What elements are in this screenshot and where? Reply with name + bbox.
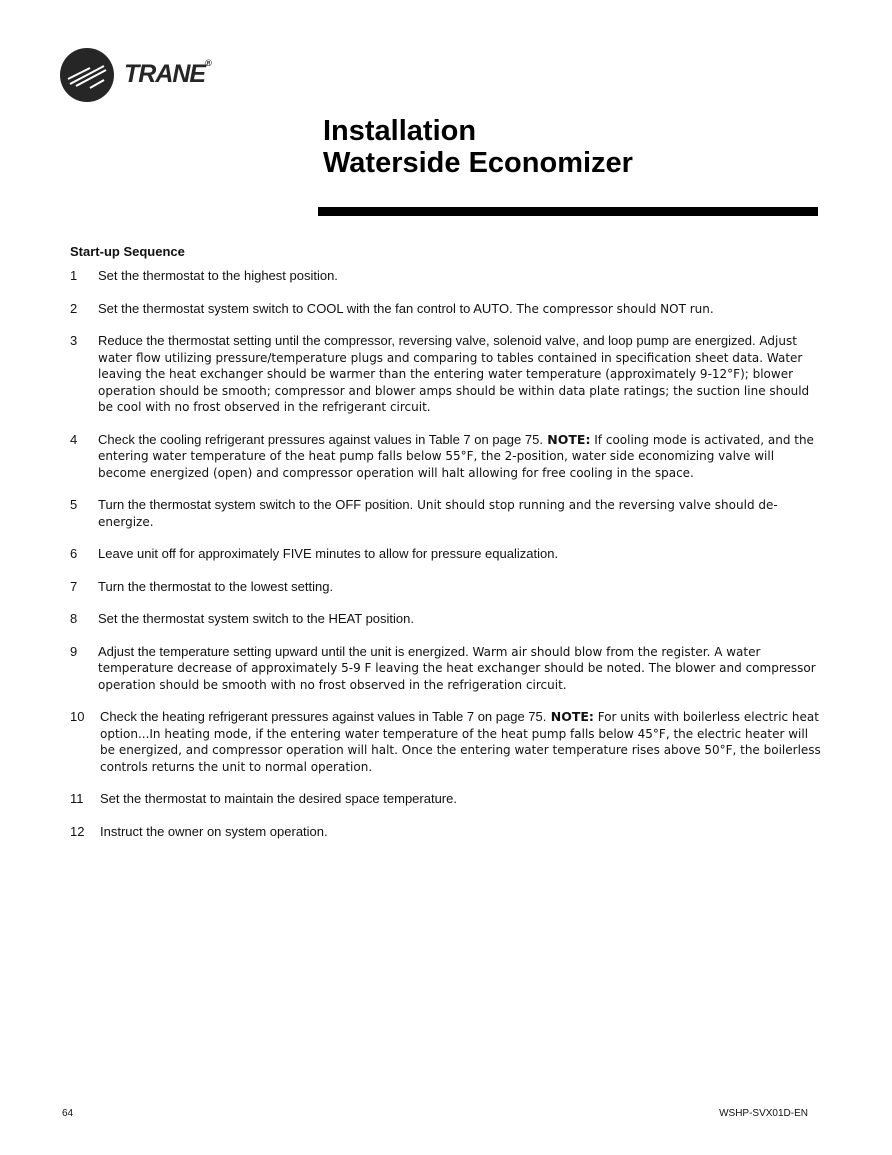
step-11 <box>70 791 822 808</box>
step-3 <box>70 333 822 416</box>
step-number: 4 <box>70 431 78 447</box>
step-text: Turn the thermostat to the lowest setting. <box>98 578 334 594</box>
title-line-2: Waterside Economizer <box>323 147 633 179</box>
trane-logo <box>60 48 230 104</box>
step-5 <box>70 497 822 530</box>
step-text: Adjust the temperature setting upward until the unit is energized. <box>98 643 469 659</box>
step-text: Set the thermostat system switch to the HEAT position. <box>98 611 414 626</box>
step-6 <box>70 546 822 563</box>
title-line-1: Installation <box>323 115 477 147</box>
step-number: 10 <box>70 709 85 724</box>
step-number: 12 <box>70 823 85 839</box>
trane-logo-icon <box>60 48 114 102</box>
step-note: NOTE: <box>546 709 594 724</box>
logo-text: TRANE <box>124 60 206 88</box>
step-10 <box>70 709 822 775</box>
step-text: Instruct the owner on system operation. <box>100 823 328 839</box>
step-note: NOTE: <box>542 431 591 447</box>
step-4 <box>70 432 822 482</box>
step-rest: Warm air should blow from the register. A water temperature decrease of approximately 5-9 F leaving the heat exchanger should be noted. The blower and compressor operation should be smooth with no frost observed in the refrigeration circuit. <box>98 644 816 692</box>
step-1 <box>70 268 822 285</box>
step-number: 3 <box>70 333 78 348</box>
step-text: Check the cooling refrigerant pressures against values in Table 7 on page 75. <box>98 431 543 447</box>
step-number: 1 <box>70 268 78 283</box>
page-number: 64 <box>62 1108 74 1119</box>
step-text: Set the thermostat to the highest position. <box>98 268 338 283</box>
step-8 <box>70 611 822 628</box>
step-number: 2 <box>70 300 78 316</box>
step-number: 9 <box>70 643 78 659</box>
step-text: Turn the thermostat system switch to the OFF position. <box>98 497 414 512</box>
step-number: 11 <box>70 791 84 806</box>
step-9 <box>70 644 822 694</box>
step-12 <box>70 824 822 841</box>
step-rest: Unit should stop running and the reversing valve should de-energize. <box>98 498 778 529</box>
page-title <box>323 115 633 179</box>
title-rule <box>318 207 818 216</box>
step-number: 6 <box>70 546 78 561</box>
step-text: Set the thermostat system switch to COOL with the fan control to AUTO. <box>98 300 513 316</box>
registered-mark: ® <box>205 58 211 68</box>
step-text: Check the heating refrigerant pressures against values in Table 7 on page 75. <box>100 709 547 724</box>
step-rest: If cooling mode is activated, and the entering water temperature of the heat pump falls below 55°F, the 2-position, water side economizing valve will become energized (open) and compressor operation will halt allowing for free cooling in the space. <box>98 432 814 480</box>
document-code: WSHP-SVX01D-EN <box>719 1108 808 1119</box>
step-number: 5 <box>70 497 78 512</box>
step-text: Leave unit off for approximately FIVE minutes to allow for pressure equalization. <box>98 546 559 561</box>
step-rest: For units with boilerless electric heat option...In heating mode, if the entering water temperature of the heat pump falls below 45°F, the electric heater will be energized, and compressor operation will halt. Once the entering water temperature rises above 50°F, the boilerless controls returns the unit to normal operation. <box>100 710 821 774</box>
step-rest: Adjust water flow utilizing pressure/temperature plugs and comparing to tables contained in specification sheet data. Water leaving the heat exchanger should be warmer than the entering water temperature (approximately 9-12°F); blower operation should be smooth; compressor and blower amps should be within data plate ratings; the suction line should be cool with no frost observed in the refrigerant circuit. <box>98 334 810 414</box>
step-text: Reduce the thermostat setting until the compressor, reversing valve, solenoid valve, and loop pump are energized. <box>98 333 756 348</box>
step-number: 8 <box>70 611 78 626</box>
startup-steps <box>70 268 822 840</box>
step-2 <box>70 301 822 318</box>
section-heading: Start-up Sequence <box>70 244 185 259</box>
trane-wordmark <box>124 60 211 89</box>
step-number: 7 <box>70 578 78 594</box>
step-rest: The compressor should NOT run. <box>512 301 714 316</box>
step-7 <box>70 579 822 596</box>
step-text: Set the thermostat to maintain the desired space temperature. <box>100 791 457 806</box>
